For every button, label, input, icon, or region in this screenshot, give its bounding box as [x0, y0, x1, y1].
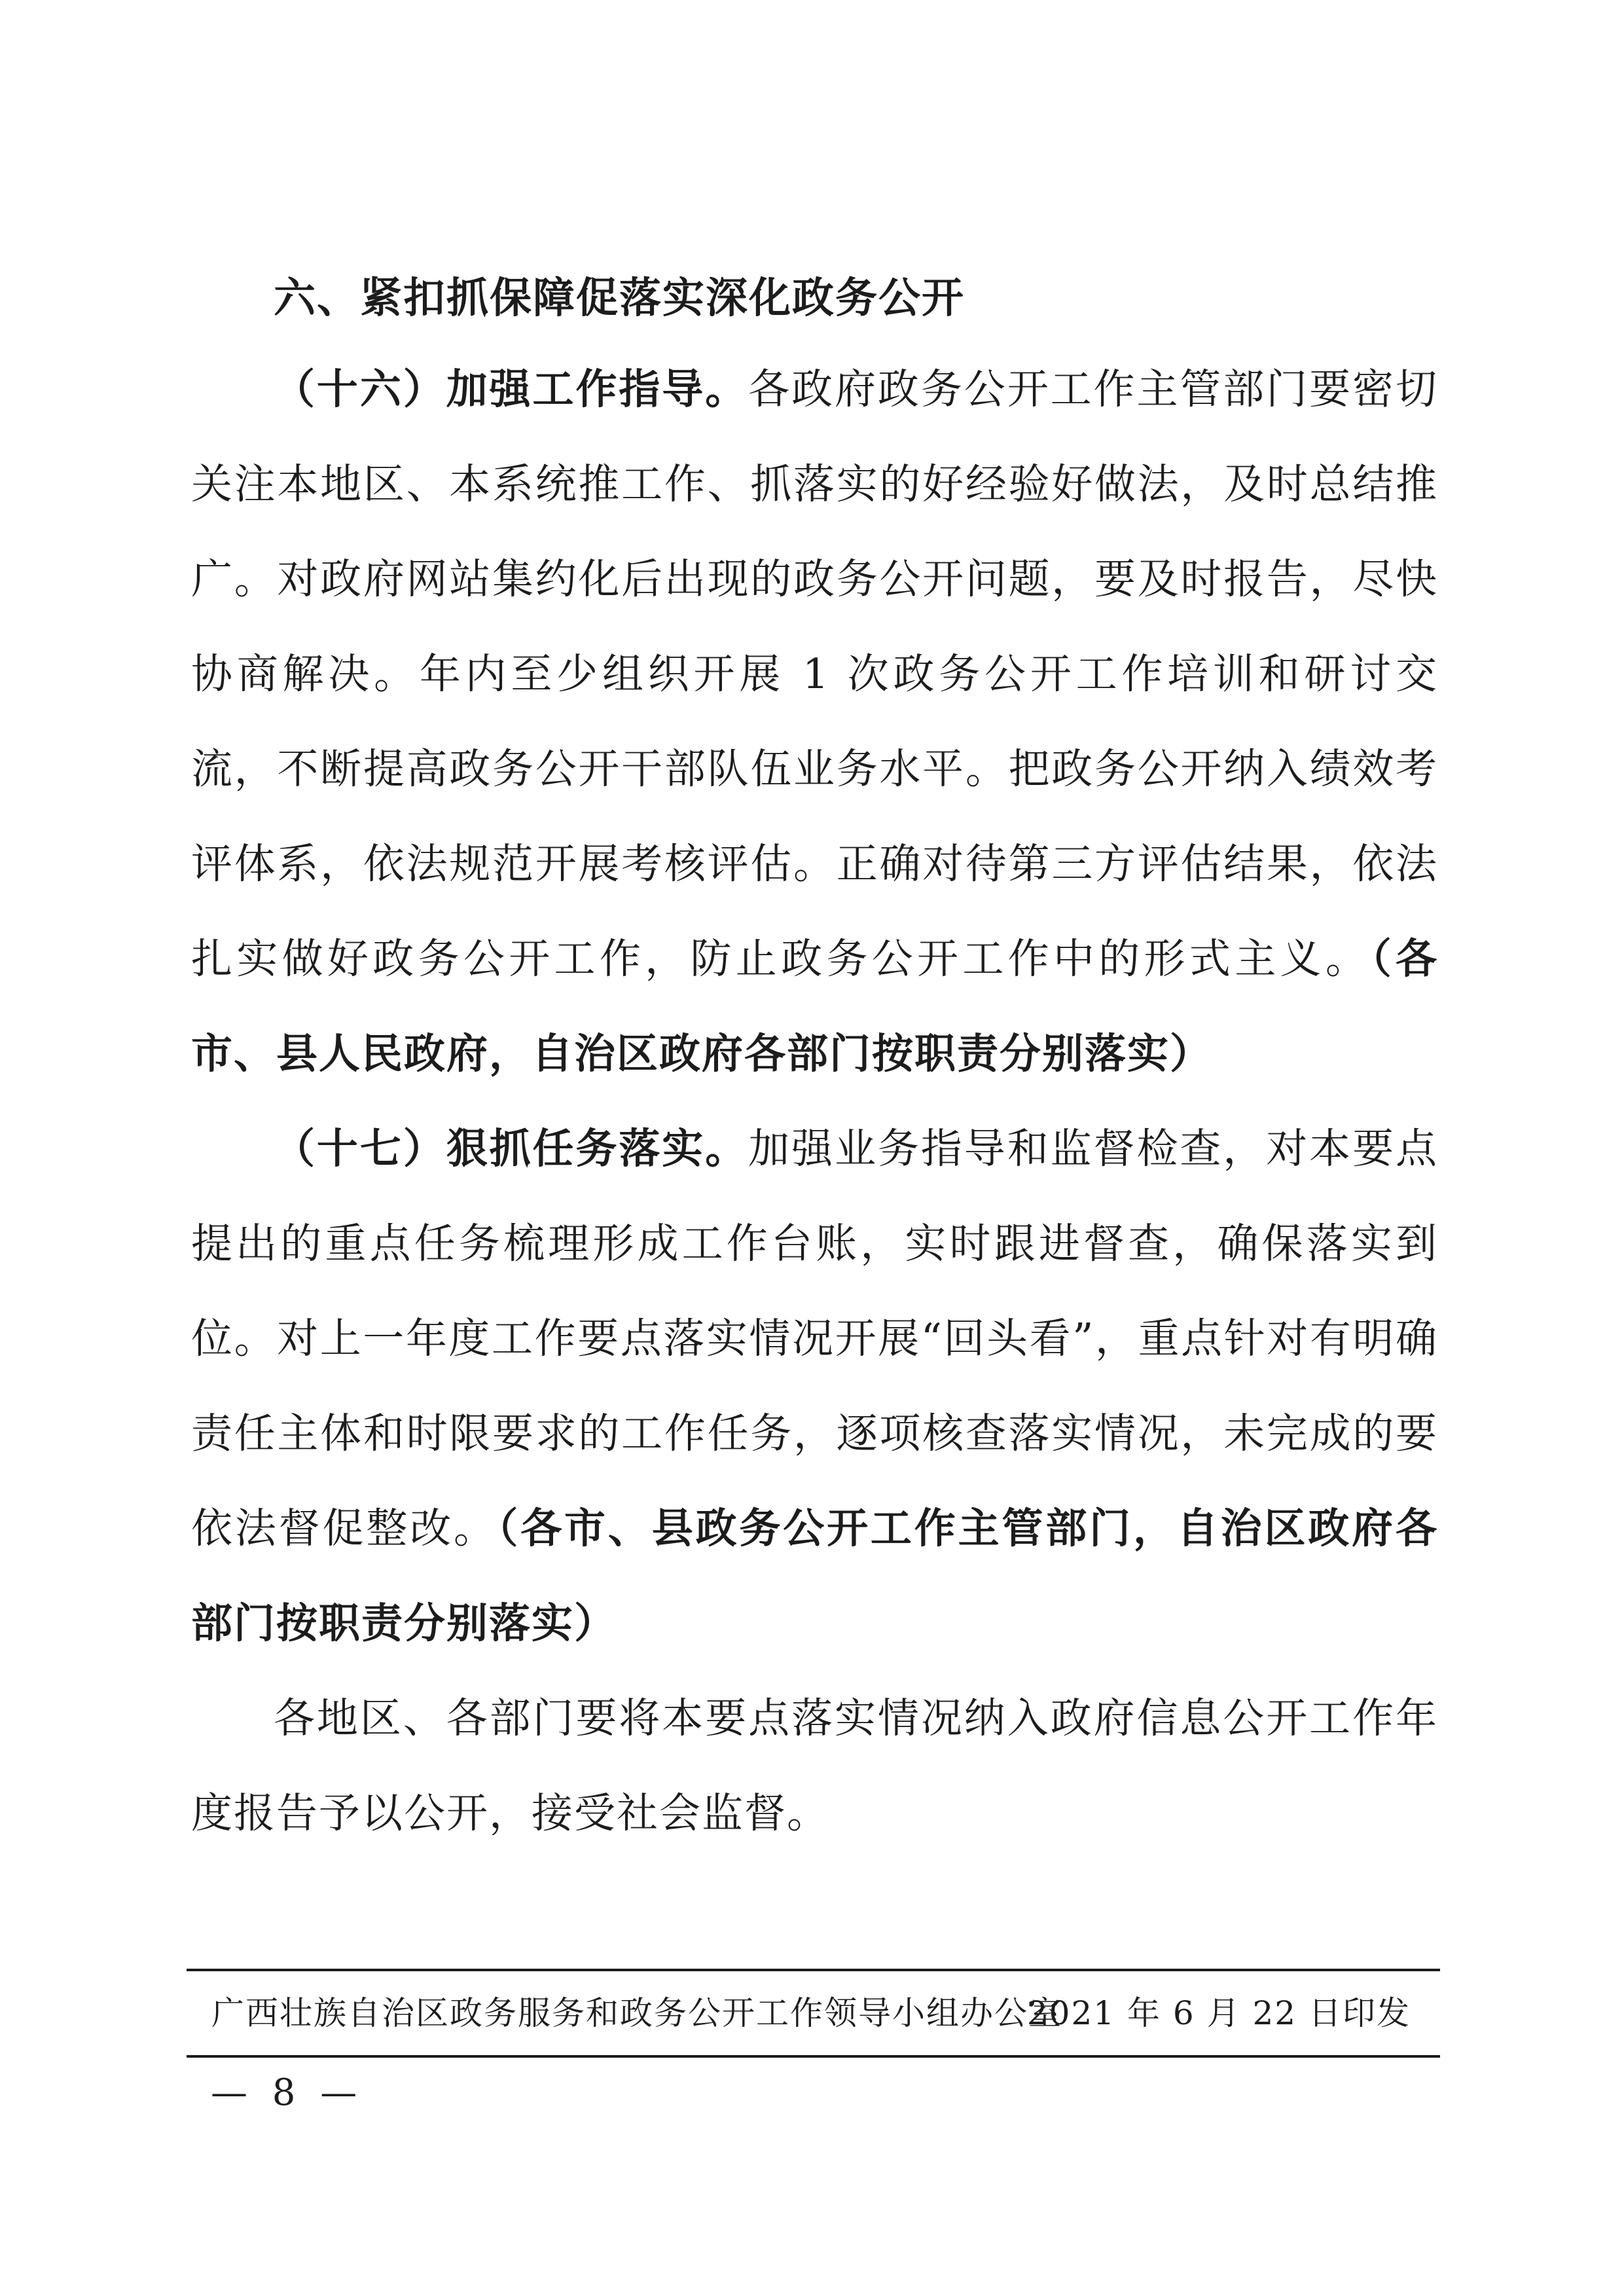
- section-heading: 六、紧扣抓保障促落实深化政务公开: [274, 274, 965, 323]
- item-17-responsibility: （各市、县政务公开工作主管部门，自治区政府各部门按职责分别落实）: [191, 1504, 1438, 1647]
- item-17-text: 加强业务指导和监督检查，对本要点提出的重点任务梳理形成工作台账，实时跟进督查，确保落实到位。对上一年度工作要点落实情况开展“回头看”，重点针对有明确责任主体和时限要求的工作任务，逐项核查落实情况，未完成的要依法督促整改。: [191, 1125, 1439, 1552]
- item-16-text: 各政府政务公开工作主管部门要密切关注本地区、本系统推工作、抓落实的好经验好做法，及时总结推广。对政府网站集约化后出现的政务公开问题，要及时报告，尽快协商解决。年内至少组织开展 1 次政务公开工作培训和研讨交流，不断提高政务公开干部队伍业务水平。把政务公开纳入绩效考评体系，依法规范开展考核评估。正确对待第三方评估结果，依法扎实做好政务公开工作，防止政务公开工作中的形式主义。: [191, 365, 1439, 983]
- imprint-organization: 广西壮族自治区政务服务和政务公开工作领导小组办公室: [211, 1994, 1062, 2032]
- paragraph-item-17: [191, 1101, 1438, 1671]
- imprint-block: [187, 1969, 1440, 2058]
- paragraph-item-16: [191, 342, 1438, 1101]
- document-body: [191, 267, 1438, 1861]
- item-16-responsibility: （各市、县人民政府，自治区政府各部门按职责分别落实）: [191, 935, 1439, 1078]
- imprint-date: 2021 年 6 月 22 日印发: [1026, 1994, 1411, 2032]
- closing-paragraph: 各地区、各部门要将本要点落实情况纳入政府信息公开工作年度报告予以公开，接受社会监督。: [191, 1694, 1438, 1837]
- page-number: — 8 —: [211, 2071, 364, 2114]
- item-16-label: （十六）加强工作指导。: [274, 365, 749, 413]
- item-17-label: （十七）狠抓任务落实。: [274, 1125, 749, 1173]
